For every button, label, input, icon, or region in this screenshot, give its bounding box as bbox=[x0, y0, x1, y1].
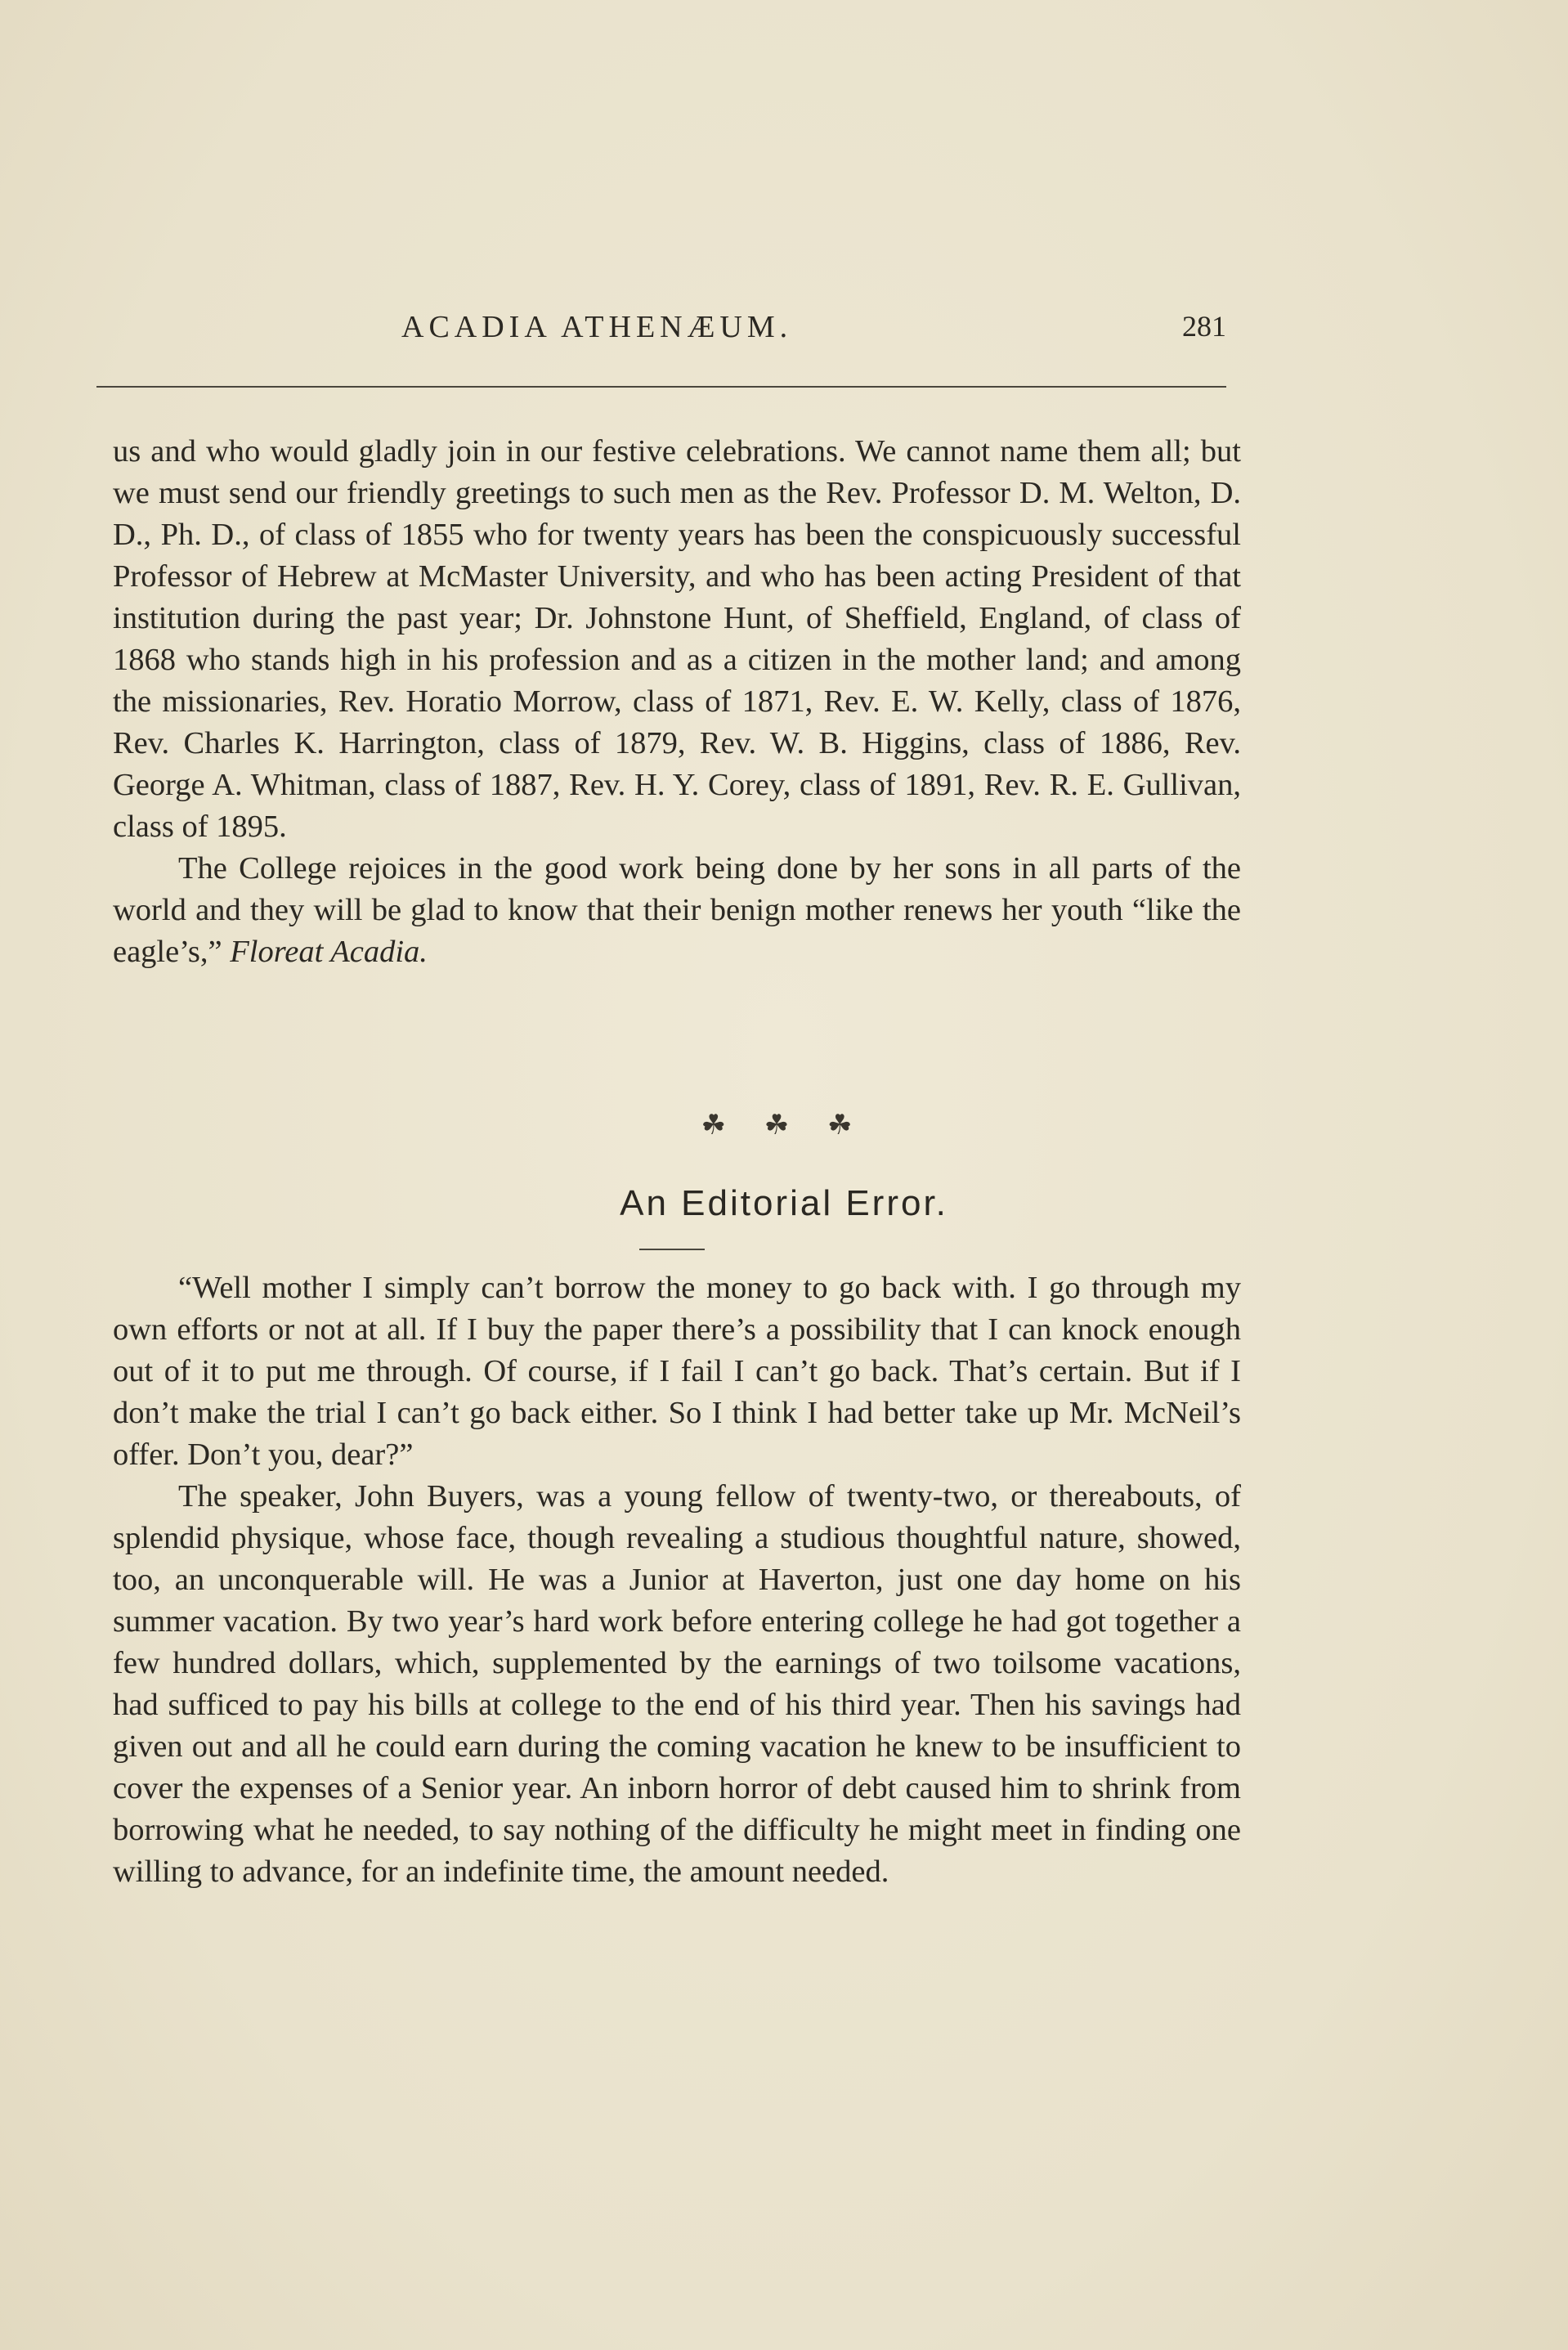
paragraph: The speaker, John Buyers, was a young fellow of twenty-two, or thereabouts, of splendid physique, whose face, though revealing a studious thoughtful nature, showed, too, an unconquerable will. He was a Junior at Haverton, just one day home on his summer vacation. By two year’s hard work before entering college he had got together a few hundred dollars, which, supplemented by the earnings of two toilsome vacations, had sufficed to pay his bills at college to the end of his third year. Then his savings had given out and all he could earn during the coming vacation he knew to be insufficient to cover the expenses of a Senior year. An inborn horror of debt caused him to shrink from borrowing what he needed, to say nothing of the difficulty he might meet in finding one willing to advance, for an indefinite time, the amount needed. bbox=[113, 1479, 1241, 1889]
paragraph: “Well mother I simply can’t borrow the money to go back with. I go through my own efforts or not at all. If I buy the paper there’s a possibility that I can knock enough out of it to put me through. Of course, if I fail I can’t go back. That’s certain. But if I don’t make the trial I can’t go back either. So I think I had better take up Mr. McNeil’s offer. Don’t you, dear?” bbox=[113, 1271, 1241, 1472]
closing-paragraph-text: The College rejoices in the good work being done by her sons in all parts of the world and they will be glad to know that their benign mother renews her youth “like the eagle’s,” bbox=[113, 851, 1241, 969]
page-header bbox=[110, 309, 1226, 358]
running-title: ACADIA ATHENÆUM. bbox=[401, 310, 793, 344]
closing-paragraph bbox=[113, 848, 1241, 973]
title-rule bbox=[639, 1249, 705, 1250]
ornament-divider: ☘ ☘ ☘ bbox=[701, 1109, 867, 1141]
closing-paragraph-italic: Floreat Acadia. bbox=[230, 935, 428, 969]
page-number: 281 bbox=[1182, 310, 1226, 343]
paragraph: us and who would gladly join in our festive celebrations. We cannot name them all; but we must send our friendly greetings to such men as the Rev. Professor D. M. Welton, D. D., Ph. D., of class of 1855 who for twenty years has been the conspicuously successful Professor of Hebrew at McMaster University, and who has been acting President of that institution during the past year; Dr. Johnstone Hunt, of Sheffield, England, of class of 1868 who stands high in his profession and as a citizen in the mother land; and among the missionaries, Rev. Horatio Morrow, class of 1871, Rev. E. W. Kelly, class of 1876, Rev. Charles K. Harrington, class of 1879, Rev. W. B. Higgins, class of 1886, Rev. George A. Whitman, class of 1887, Rev. H. Y. Corey, class of 1891, Rev. R. E. Gullivan, class of 1895. bbox=[113, 434, 1241, 844]
article-body bbox=[113, 1267, 1241, 1893]
section-continued-text bbox=[113, 431, 1241, 973]
article-title: An Editorial Error. bbox=[620, 1183, 948, 1223]
header-rule bbox=[96, 386, 1226, 388]
